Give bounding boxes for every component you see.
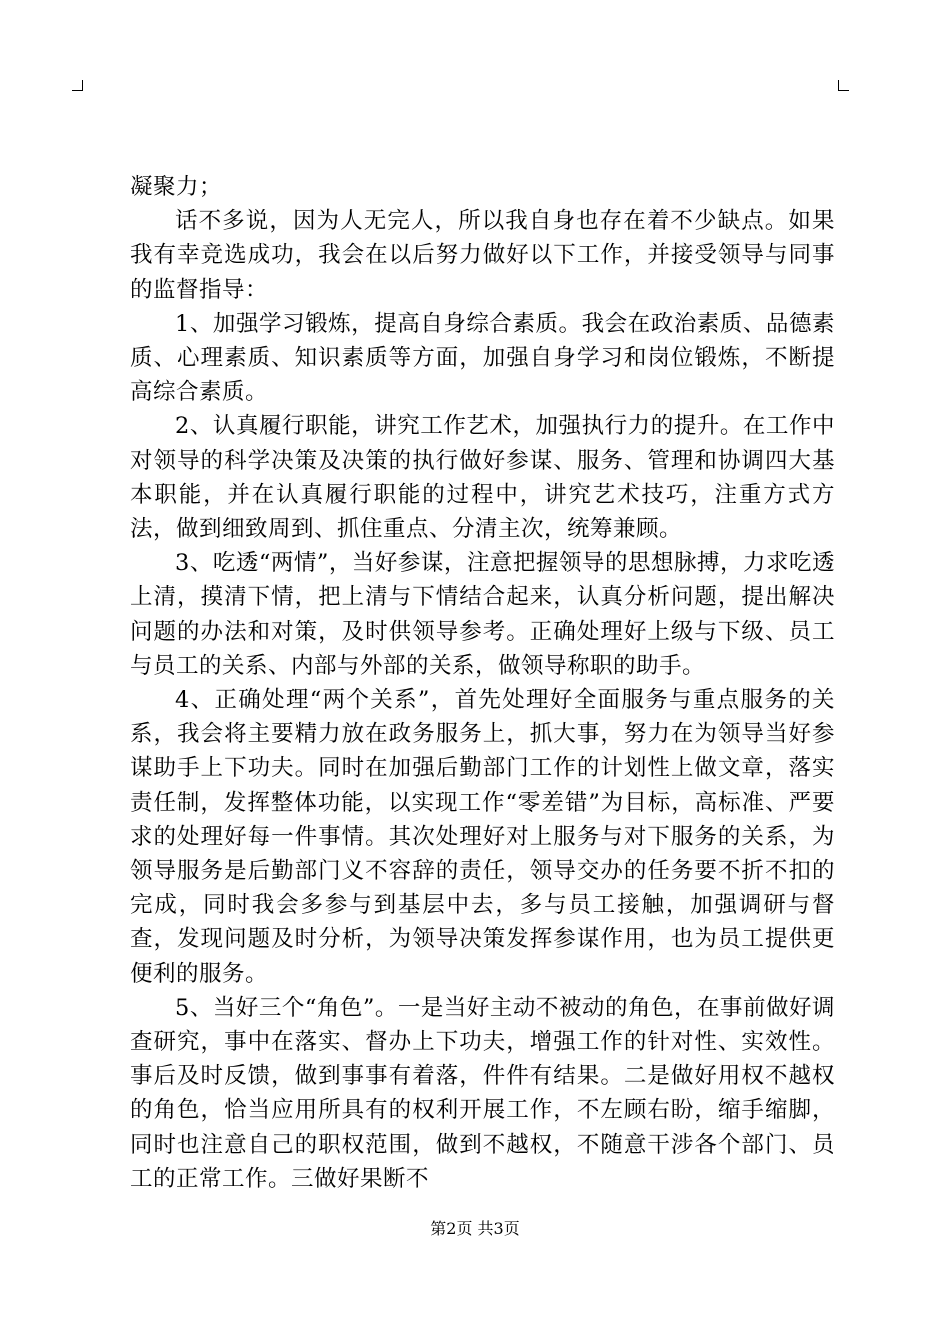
paragraph-item-5: 5、当好三个“角色”。一是当好主动不被动的角色，在事前做好调查研究，事中在落实、督办上下功夫，增强工作的针对性、实效性。事后及时反馈，做到事事有着落，件件有结果。二是做好用权不越权的角色，恰当应用所具有的权利开展工作，不左顾右盼，缩手缩脚，同时也注意自己的职权范围，做到不越权，不随意干涉各个部门、员工的正常工作。三做好果断不: [130, 994, 835, 1192]
paragraph-item-4: 4、正确处理“两个关系”，首先处理好全面服务与重点服务的关系，我会将主要精力放在政务服务上，抓大事，努力在为领导当好参谋助手上下功夫。同时在加强后勤部门工作的计划性上做文章，落实责任制，发挥整体功能，以实现工作“零差错”为目标，高标准、严要求的处理好每一件事情。其次处理好对上服务与对下服务的关系，为领导服务是后勤部门义不容辞的责任，领导交办的任务要不折不扣的完成，同时我会多参与到基层中去，多与员工接触，加强调研与督查，发现问题及时分析，为领导决策发挥参谋作用，也为员工提供更便利的服务。: [130, 687, 835, 987]
paragraph-item-3: 3、吃透“两情”，当好参谋，注意把握领导的思想脉搏，力求吃透上清，摸清下情，把上清与下情结合起来，认真分析问题，提出解决问题的办法和对策，及时供领导参考。正确处理好上级与下级、员工与员工的关系、内部与外部的关系，做领导称职的助手。: [130, 550, 835, 679]
document-body: [130, 170, 835, 1196]
paragraph-intro: 话不多说，因为人无完人，所以我自身也存在着不少缺点。如果我有幸竞选成功，我会在以后努力做好以下工作，并接受领导与同事的监督指导：: [130, 208, 835, 303]
crop-mark-top-left: [72, 80, 83, 91]
paragraph-item-1: 1、加强学习锻炼，提高自身综合素质。我会在政治素质、品德素质、心理素质、知识素质等方面，加强自身学习和岗位锻炼，不断提高综合素质。: [130, 310, 835, 406]
paragraph-item-2: 2、认真履行职能，讲究工作艺术，加强执行力的提升。在工作中对领导的科学决策及决策的执行做好参谋、服务、管理和协调四大基本职能，并在认真履行职能的过程中，讲究艺术技巧，注重方式方法，做到细致周到、抓住重点、分清主次，统筹兼顾。: [130, 413, 835, 543]
paragraph-continuation: 凝聚力；: [130, 174, 223, 200]
page-footer: 第2页 共3页: [430, 1219, 520, 1238]
crop-mark-top-right: [838, 80, 849, 91]
